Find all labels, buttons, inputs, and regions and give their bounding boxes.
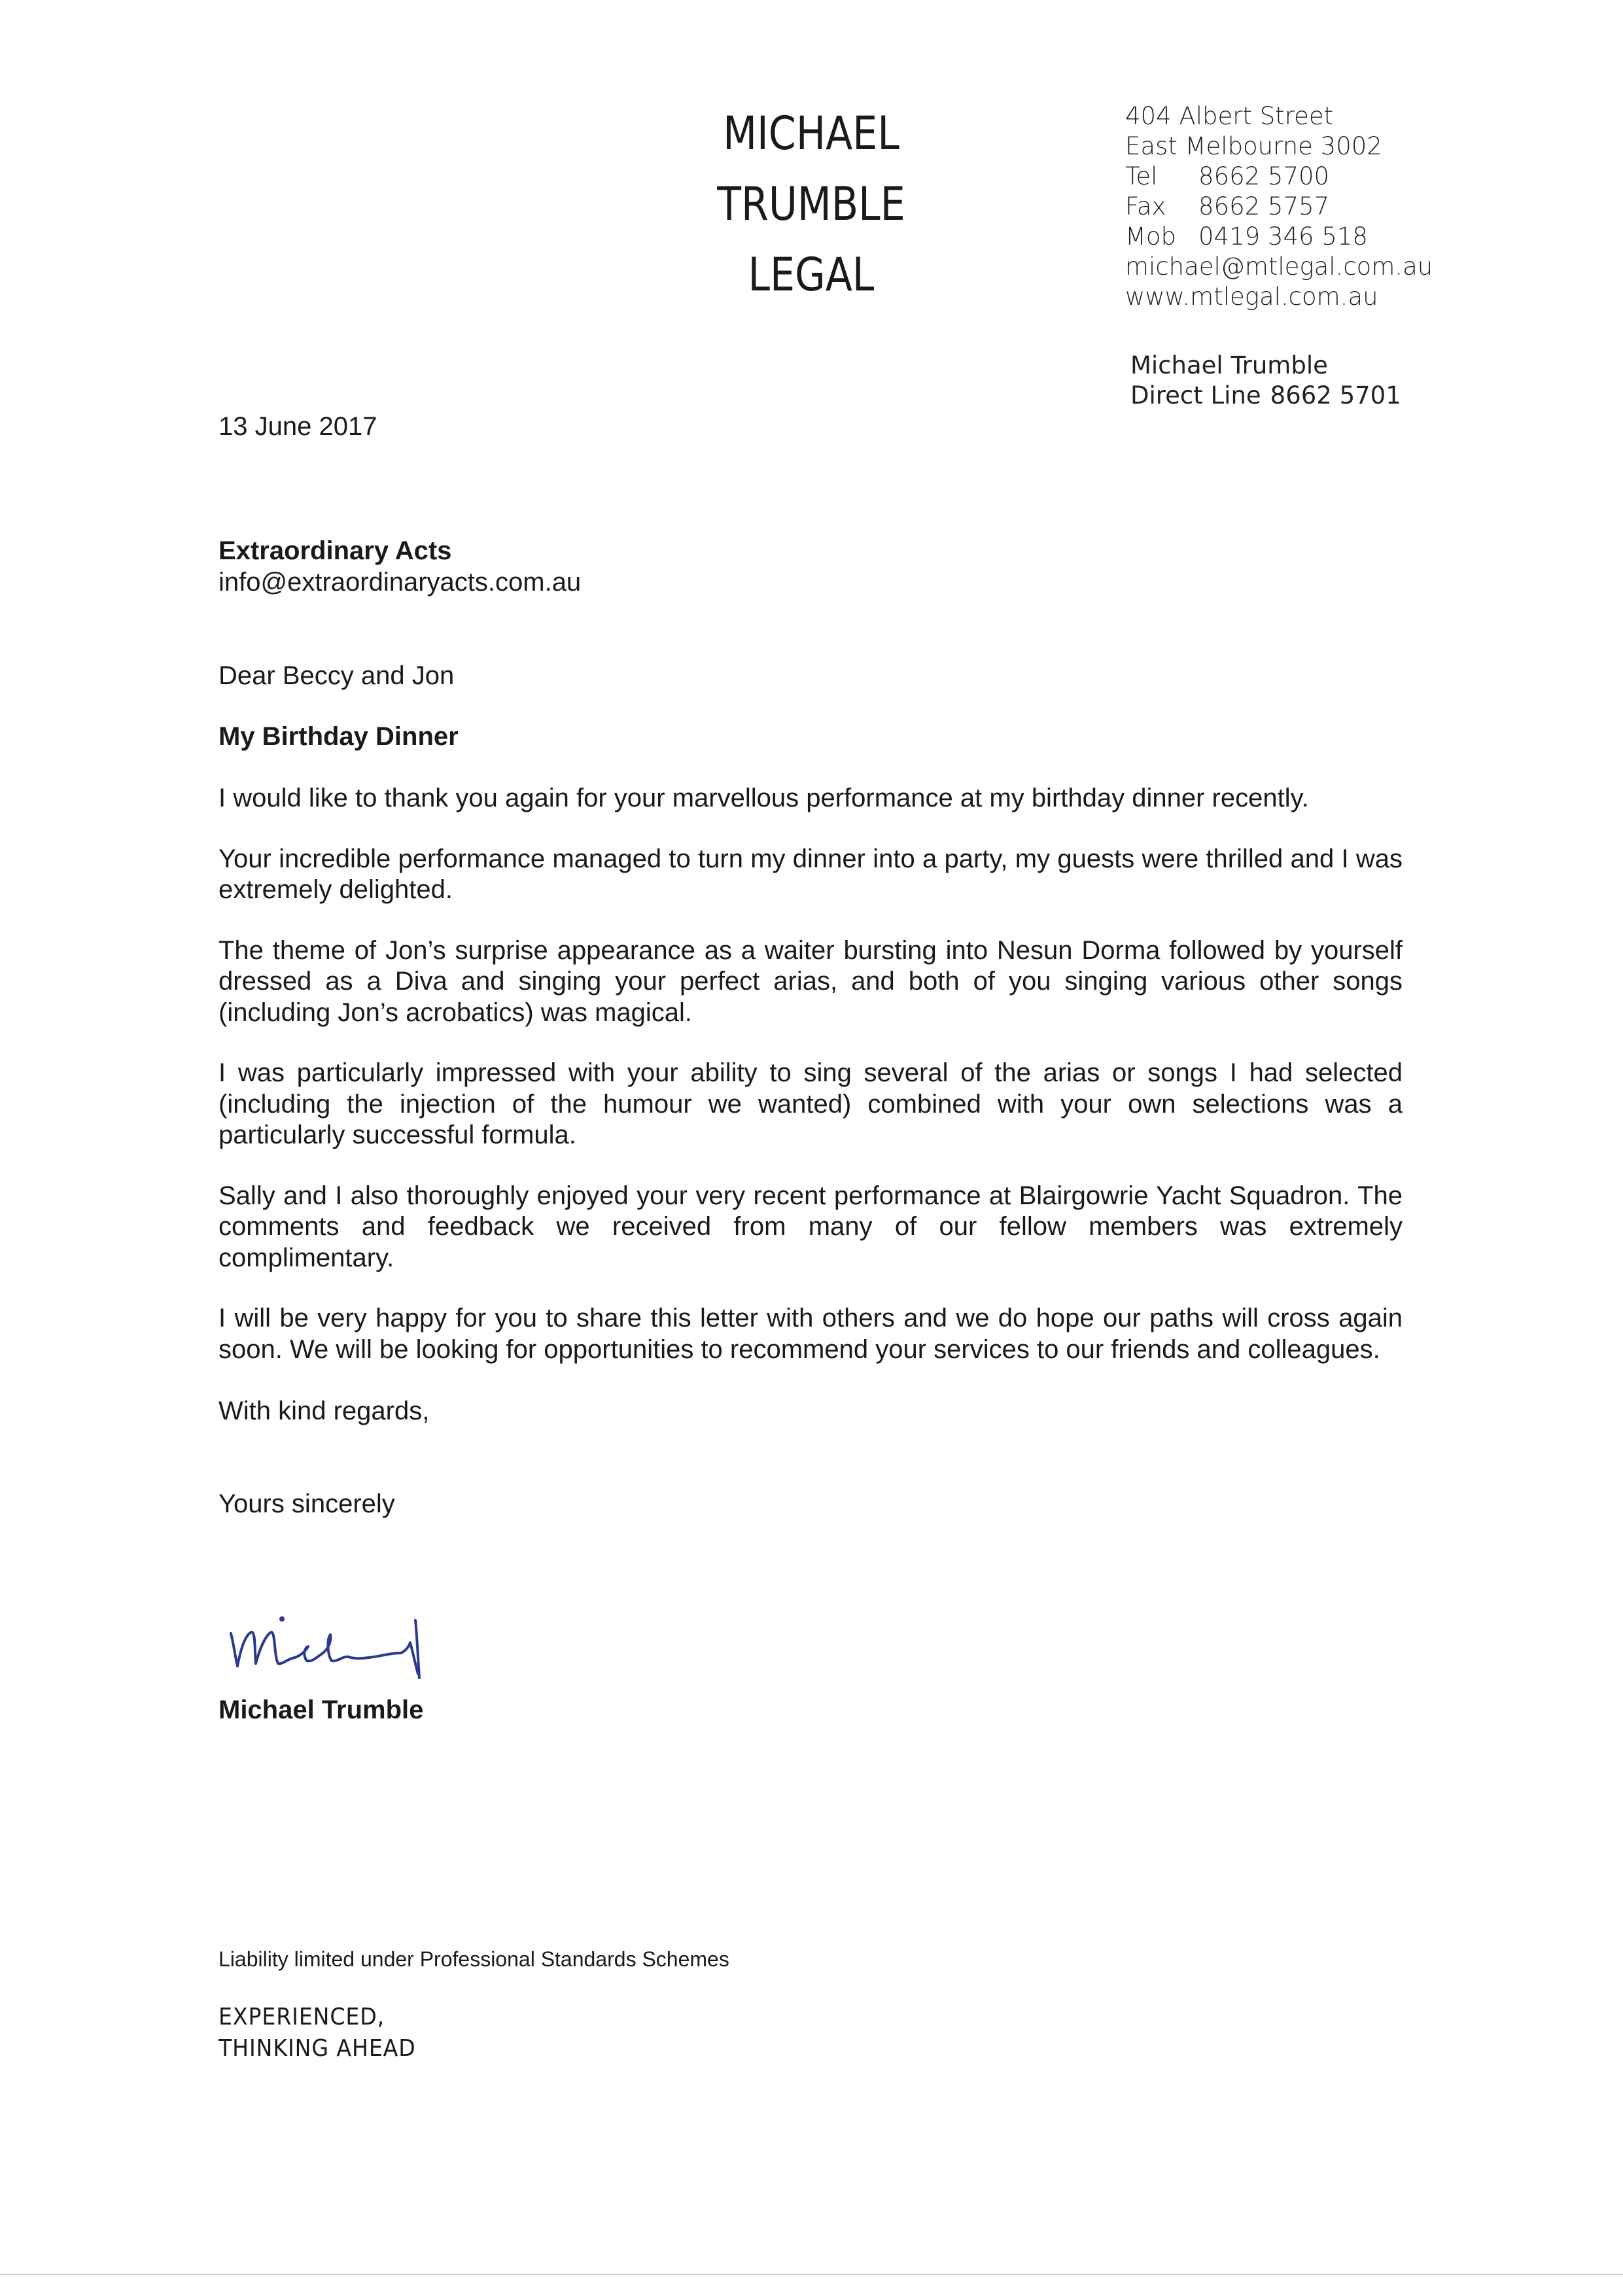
logo-line-2: TRUMBLE xyxy=(717,177,905,231)
handwritten-signature xyxy=(219,1593,455,1684)
tagline-line-2: THINKING AHEAD xyxy=(218,2035,416,2062)
salutation: Dear Beccy and Jon xyxy=(218,661,455,690)
subject-line: My Birthday Dinner xyxy=(218,722,459,751)
paragraph-5: Sally and I also thoroughly enjoyed your very recent performance at Blairgowrie Yacht Squadron. The comments and feedback we received from many of our fellow members was extremely complimentary. xyxy=(218,1181,1403,1272)
signer-name: Michael Trumble xyxy=(218,1696,424,1724)
mob-value: 0419 346 518 xyxy=(1198,222,1368,251)
fax-label: Fax xyxy=(1125,192,1166,220)
logo-line-3: LEGAL xyxy=(748,248,875,302)
letter-date: 13 June 2017 xyxy=(218,412,377,441)
page-bottom-rule xyxy=(0,2274,1623,2275)
tagline-line-1: EXPERIENCED, xyxy=(218,2004,385,2030)
paragraph-3: The theme of Jon’s surprise appearance as a waiter bursting into Nesun Dorma followed by yourself dressed as a Diva and singing your perfect arias, and both of you singing various other songs (including Jon’s acrobatics) was magical. xyxy=(218,935,1403,1027)
tel-value: 8662 5700 xyxy=(1198,162,1330,190)
sign-off: Yours sincerely xyxy=(218,1489,395,1518)
recipient-email[interactable]: info@extraordinaryacts.com.au xyxy=(218,568,582,597)
tel-row xyxy=(1125,162,1433,192)
contact-block xyxy=(1125,101,1433,312)
paragraph-4: I was particularly impressed with your ability to sing several of the arias or songs I had selected (including the injection of the humour we wanted) combined with your own selections was a particularly successful formula. xyxy=(218,1058,1403,1149)
direct-line-value: 8662 5701 xyxy=(1270,381,1401,409)
website-link[interactable]: www.mtlegal.com.au xyxy=(1125,283,1378,311)
logo-line-1: MICHAEL xyxy=(723,107,899,160)
direct-line-row xyxy=(1130,381,1401,411)
mob-label: Mob xyxy=(1125,222,1177,251)
address-line-1: 404 Albert Street xyxy=(1125,102,1334,130)
recipient-name: Extraordinary Acts xyxy=(218,536,452,565)
firm-tagline xyxy=(218,2002,416,2064)
contact-name: Michael Trumble xyxy=(1130,351,1328,379)
paragraph-1: I would like to thank you again for your marvellous performance at my birthday dinner recently. xyxy=(218,784,1309,812)
address-line-2: East Melbourne 3002 xyxy=(1125,132,1382,160)
direct-contact xyxy=(1130,351,1401,411)
direct-line-label: Direct Line xyxy=(1130,381,1261,409)
fax-row xyxy=(1125,192,1433,222)
recipient-block xyxy=(218,535,581,598)
paragraph-6: I will be very happy for you to share this letter with others and we do hope our paths will cross again soon. We will be looking for opportunities to recommend your services to our friends and colleagues. xyxy=(218,1304,1403,1364)
firm-logo xyxy=(688,98,935,310)
email-link[interactable]: michael@mtlegal.com.au xyxy=(1125,252,1433,281)
letter-body xyxy=(218,661,1403,1520)
tel-label: Tel xyxy=(1125,162,1158,190)
fax-value: 8662 5757 xyxy=(1198,192,1330,220)
closing: With kind regards, xyxy=(218,1397,430,1425)
paragraph-2: Your incredible performance managed to turn my dinner into a party, my guests were thrilled and I was extremely delighted. xyxy=(218,844,1403,904)
mob-row xyxy=(1125,222,1433,252)
liability-notice: Liability limited under Professional Standards Schemes xyxy=(218,1947,729,1971)
